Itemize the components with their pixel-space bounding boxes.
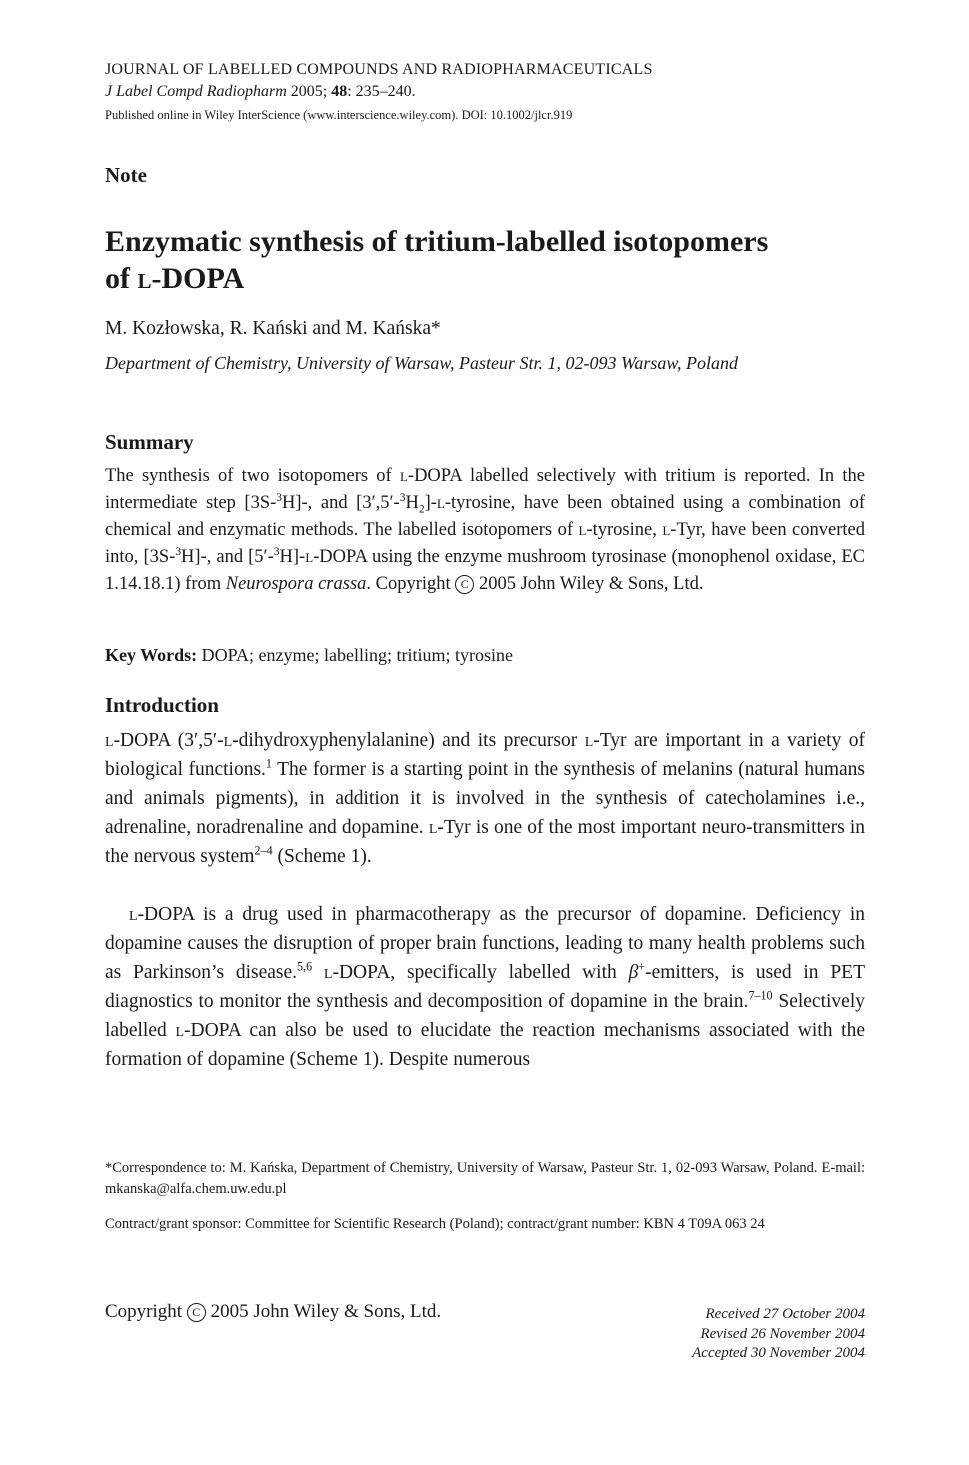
copyright-icon: C <box>187 1303 206 1322</box>
journal-abbrev: J Label Compd Radiopharm <box>105 83 287 100</box>
footer-copyright: Copyright C 2005 John Wiley & Sons, Ltd. <box>105 1301 442 1322</box>
accepted-date: Accepted 30 November 2004 <box>692 1345 865 1361</box>
copyright-icon: C <box>455 575 474 594</box>
journal-name: JOURNAL OF LABELLED COMPOUNDS AND RADIOPHARMACEUTICALS <box>105 61 653 78</box>
introduction-heading: Introduction <box>105 693 219 717</box>
article-title: Enzymatic synthesis of tritium-labelled isotopomers of l-DOPA <box>105 225 769 295</box>
summary-text: The synthesis of two isotopomers of l-DOPA labelled selectively with tritium is reported. In the intermediate step [3S-$^3$H]-, and $[3',5'-^3H_2]-l$-tyrosine, have been obtained using a combination of chemical and enzymatic methods. The labelled isotopomers of l-tyrosine, l-Tyr, have been converted into, [3S-$^3$H]-, and [5′-$^3$H]-l-DOPA using the enzyme mushroom tyrosinase (monophenol oxidase, EC 1.14.18.1) from Neurospora crassa. Copyright C 2005 John Wiley & Sons, Ltd. <box>105 466 866 594</box>
keywords-label: Key Words: <box>105 645 198 665</box>
keywords-text: DOPA; enzyme; labelling; tritium; tyrosine <box>201 645 513 665</box>
revised-date: Revised 26 November 2004 <box>700 1325 865 1342</box>
pages: : 235–240. <box>347 83 416 100</box>
grant-footnote: Contract/grant sponsor: Committee for Scientific Research (Poland); contract/grant number: KBN 4 T09A 063 24 <box>105 1216 765 1232</box>
year: 2005; <box>290 83 328 100</box>
summary-heading: Summary <box>105 430 194 454</box>
affiliation: Department of Chemistry, University of Warsaw, Pasteur Str. 1, 02-093 Warsaw, Poland <box>105 353 739 373</box>
article-type: Note <box>105 163 147 187</box>
volume: 48 <box>331 83 348 100</box>
received-dates <box>692 1305 865 1364</box>
intro-paragraph-1: l-DOPA (3′,5′-l-dihydroxyphenylalanine) and its precursor l-Tyr are important in a variety of biological functions.$^1$ The former is a starting point in the synthesis of melanins (natural humans and animals pigments), in addition it is involved in the synthesis of catecholamines i.e., adrenaline, noradrenaline and dopamine. l-Tyr is one of the most important neuro-transmitters in the nervous system$^{2-4}$ (Scheme 1). <box>105 730 865 867</box>
published-online: Published online in Wiley InterScience (www.interscience.wiley.com). DOI: 10.1002/jlcr.919 <box>105 108 573 122</box>
citation-line <box>105 83 416 101</box>
received-date: Received 27 October 2004 <box>705 1306 865 1322</box>
intro-paragraph-2: l-DOPA is a drug used in pharmacotherapy as the precursor of dopamine. Deficiency in dopamine causes the disruption of proper brain functions, leading to many health problems such as Parkinson’s disease.$^{5,6}$ l-DOPA, specifically labelled with β+-emitters, is used in PET diagnostics to monitor the synthesis and decomposition of dopamine in the brain.$^{7-10}$ Selectively labelled l-DOPA can also be used to elucidate the reaction mechanisms associated with the formation of dopamine (Scheme 1). Despite numerous <box>105 904 866 1070</box>
keywords <box>105 645 513 666</box>
correspondence-footnote: *Correspondence to: M. Kańska, Department of Chemistry, University of Warsaw, Pasteur Str. 1, 02-093 Warsaw, Poland. E-mail: mkanska@alfa.chem.uw.edu.pl <box>105 1160 865 1197</box>
authors: M. Kozłowska, R. Kański and M. Kańska* <box>105 318 441 339</box>
organism-name: Neurospora crassa <box>225 574 367 594</box>
